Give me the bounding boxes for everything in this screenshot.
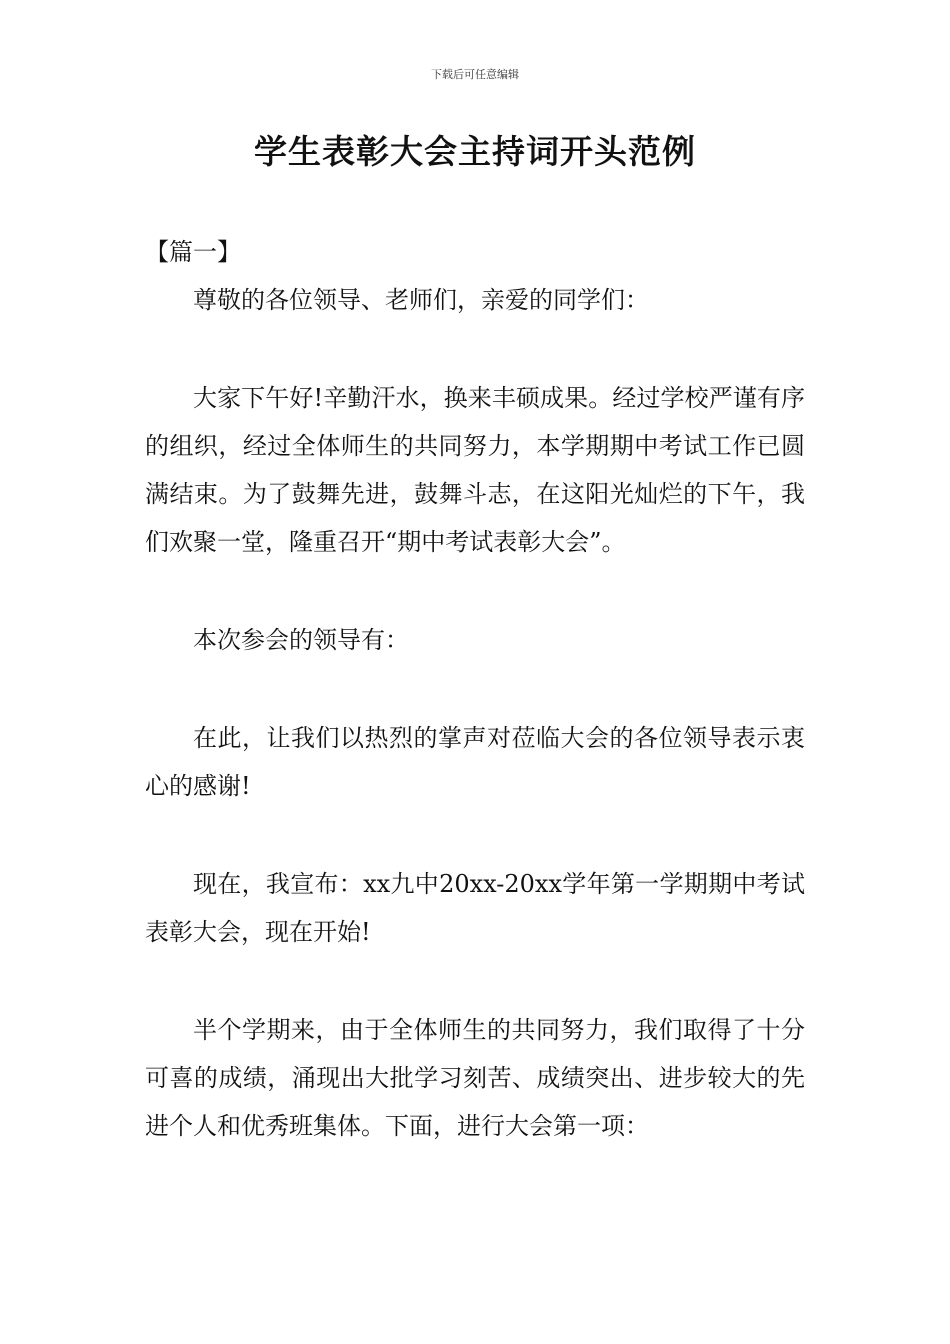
section-label: 【篇一】	[145, 238, 241, 266]
document-title: 学生表彰大会主持词开头范例	[254, 132, 696, 171]
paragraph-achievements: 半个学期来，由于全体师生的共同努力，我们取得了十分可喜的成绩，涌现出大批学习刻苦、成绩突出、进步较大的先进个人和优秀班集体。下面，进行大会第一项：	[145, 1016, 805, 1140]
paragraph-opening: 大家下午好!辛勤汗水，换来丰硕成果。经过学校严谨有序的组织，经过全体师生的共同努力，本学期期中考试工作已圆满结束。为了鼓舞先进，鼓舞斗志，在这阳光灿烂的下午，我们欢聚一堂，隆重召开“期中考试表彰大会”。	[145, 384, 805, 556]
paragraph-gap	[145, 956, 805, 1006]
document-body	[145, 228, 805, 1150]
header-note: 下载后可任意编辑	[431, 68, 519, 81]
paragraph-gap	[145, 810, 805, 860]
paragraph-announcement: 现在，我宣布：xx九中20xx-20xx学年第一学期期中考试表彰大会，现在开始!	[145, 870, 805, 946]
paragraph-gap	[145, 324, 805, 374]
paragraph-salutation: 尊敬的各位领导、老师们，亲爱的同学们：	[193, 286, 649, 314]
paragraph-gap	[145, 566, 805, 616]
paragraph-thanks: 在此，让我们以热烈的掌声对莅临大会的各位领导表示衷心的感谢!	[145, 724, 805, 800]
paragraph-leaders: 本次参会的领导有：	[193, 626, 409, 654]
paragraph-gap	[145, 664, 805, 714]
